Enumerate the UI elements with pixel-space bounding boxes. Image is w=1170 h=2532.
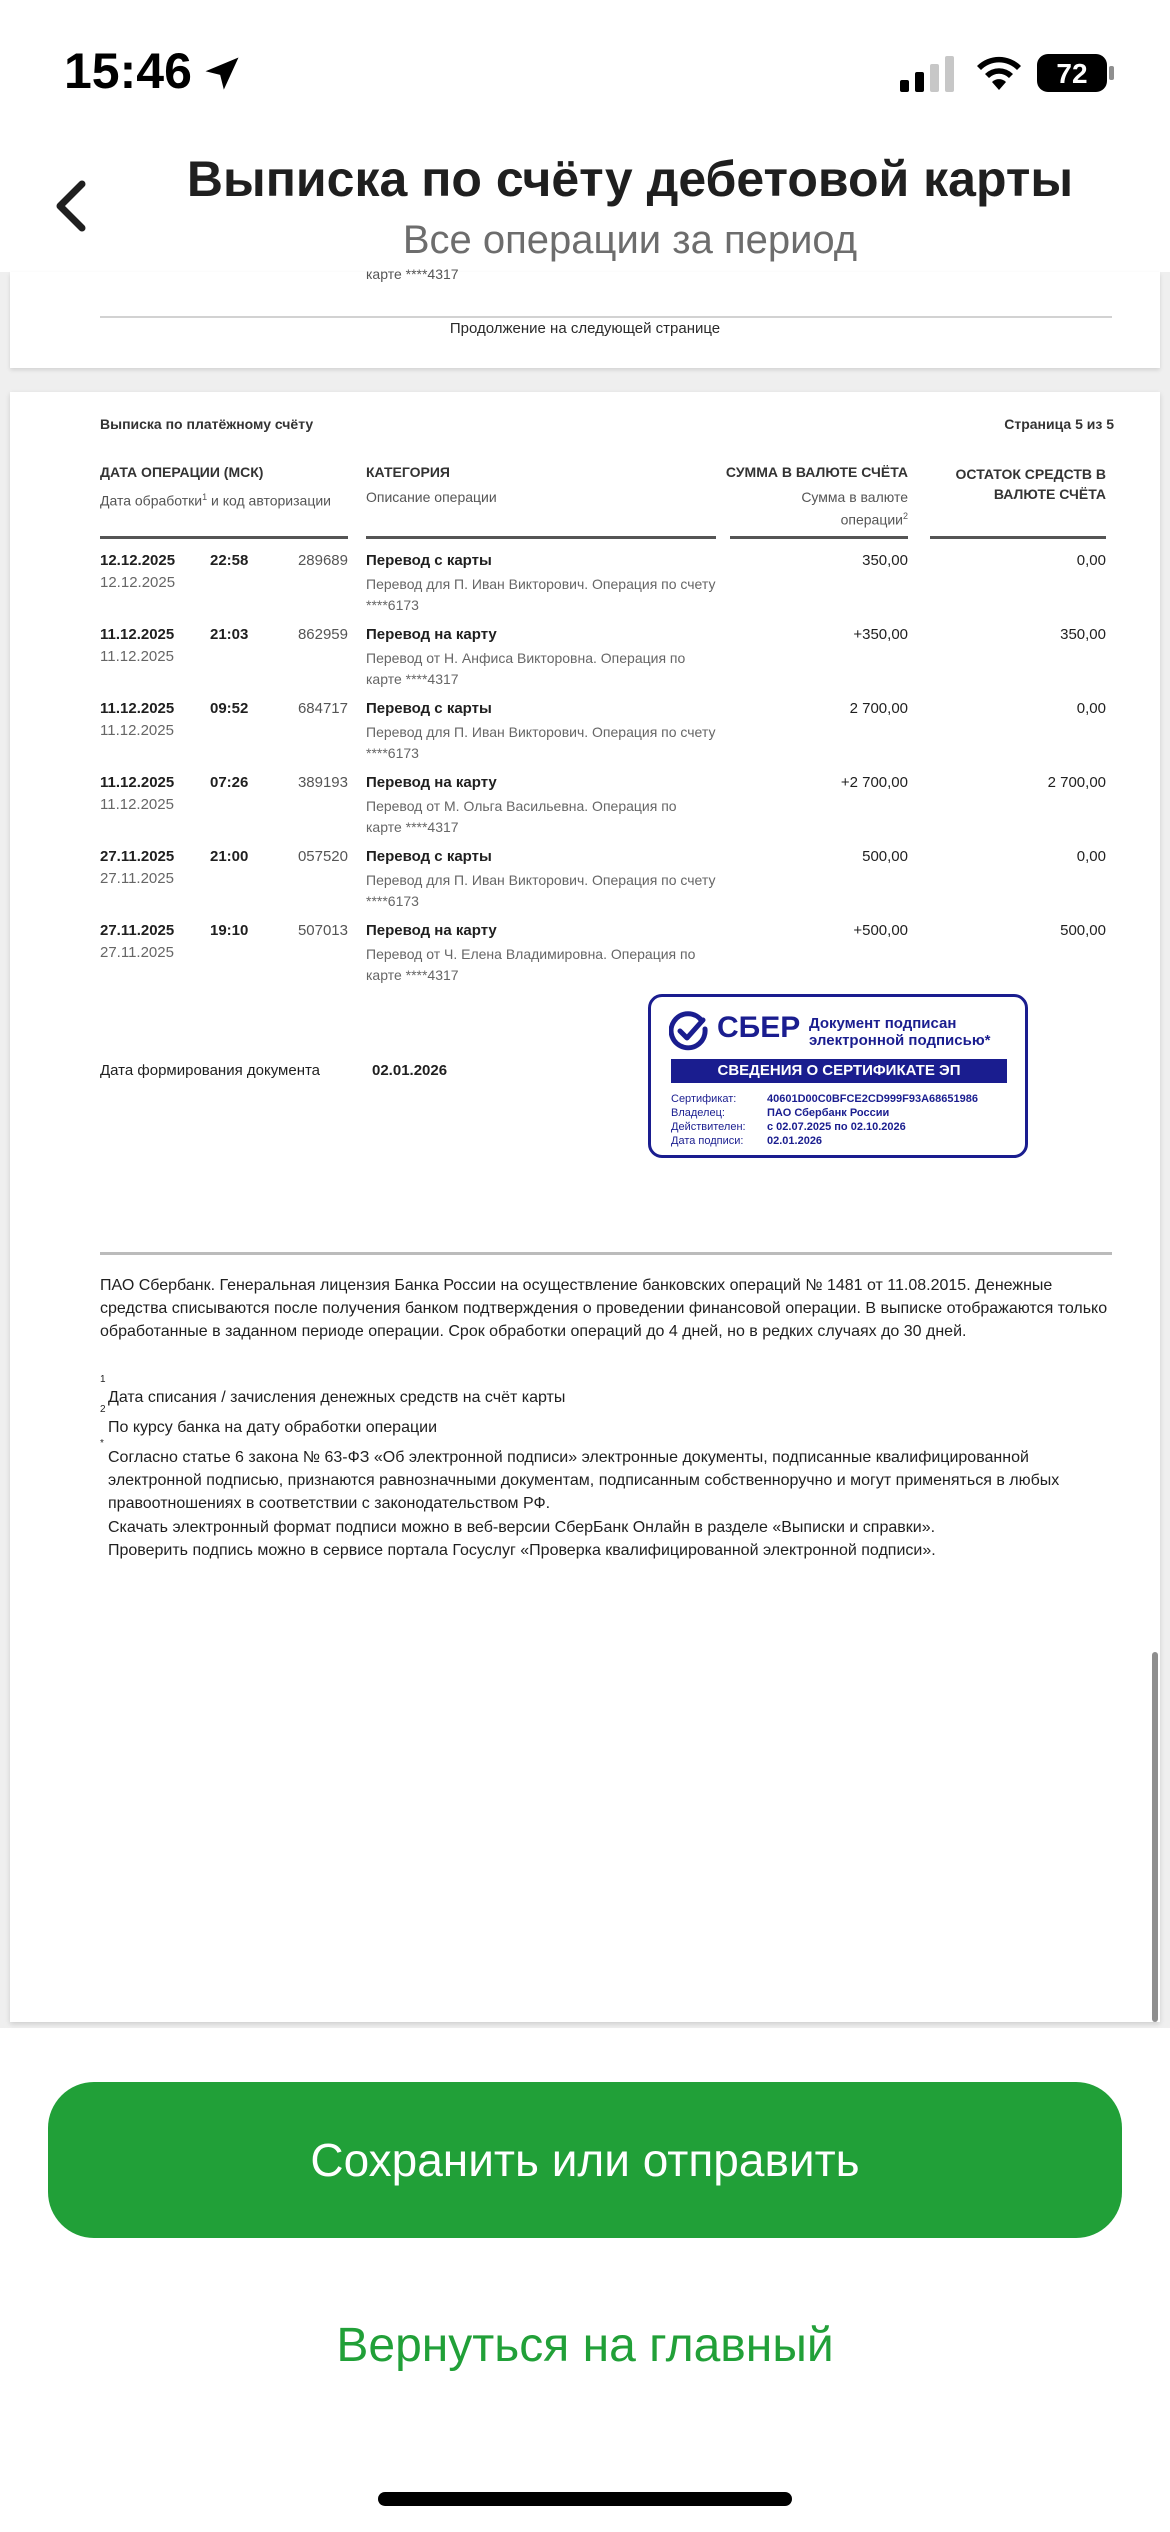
row-time: 21:00	[210, 848, 249, 865]
row-amount: 350,00	[862, 552, 908, 569]
stamp-sign-value: 02.01.2026	[767, 1135, 823, 1147]
stamp-brand: СБЕР	[717, 1011, 801, 1044]
col-category-header: КАТЕГОРИЯ	[366, 464, 450, 480]
previous-page-text: карте ****4317	[366, 266, 459, 282]
row-date: 27.11.2025	[100, 848, 175, 865]
row-description: Перевод от Н. Анфиса Викторовна. Операция по карте ****4317	[366, 650, 686, 687]
row-category: Перевод с карты	[366, 552, 492, 569]
row-category: Перевод с карты	[366, 700, 492, 717]
sber-logo-icon	[669, 1011, 709, 1051]
stamp-valid-value: с 02.07.2025 по 02.10.2026	[767, 1121, 906, 1133]
back-chevron-icon[interactable]	[40, 164, 110, 244]
previous-page-tail	[10, 266, 1160, 368]
cellular-signal-icon	[900, 56, 960, 92]
row-amount: +350,00	[853, 626, 908, 643]
col-balance-rule	[930, 536, 1106, 539]
back-to-home-link[interactable]: Вернуться на главный	[336, 2319, 834, 2372]
col-balance-header: ОСТАТОК СРЕДСТВ В ВАЛЮТЕ СЧЁТА	[955, 466, 1106, 502]
row-date: 12.12.2025	[100, 552, 176, 569]
continued-note: Продолжение на следующей странице	[449, 320, 721, 337]
row-time: 21:03	[210, 626, 249, 643]
footnote-2: По курсу банка на дату обработки операции	[108, 1419, 438, 1436]
col-category-sub: Описание операции	[366, 489, 497, 505]
stamp-signed-note: Документ подписан электронной подписью*	[809, 1015, 991, 1049]
stamp-sign-label: Дата подписи:	[671, 1135, 744, 1147]
page-number: Страница 5 из 5	[1004, 416, 1114, 432]
battery-level: 72	[1056, 58, 1088, 89]
generated-date: 02.01.2026	[372, 1062, 448, 1079]
page-subtitle: Все операции за период	[402, 218, 858, 262]
save-or-send-button[interactable]: Сохранить или отправить	[48, 2082, 1122, 2238]
row-auth-code: 389193	[297, 774, 348, 791]
col-date-sub: Дата обработки$^1$ и код авторизации	[100, 492, 331, 509]
row-description: Перевод для П. Иван Викторович. Операция по счету ****6173	[366, 872, 716, 909]
wifi-icon	[974, 52, 1024, 92]
statement-page	[10, 392, 1160, 2022]
row-amount: +2 700,00	[840, 774, 908, 791]
row-balance: 0,00	[1076, 700, 1106, 717]
generated-label: Дата формирования документа	[100, 1062, 321, 1079]
document-scrollbar[interactable]	[1152, 1652, 1158, 2022]
row-description: Перевод от Ч. Елена Владимировна. Операция по карте ****4317	[366, 946, 696, 983]
stamp-cert-bar: СВЕДЕНИЯ О СЕРТИФИКАТЕ ЭП	[671, 1059, 1007, 1083]
table-row	[10, 774, 1160, 848]
row-date: 11.12.2025	[100, 626, 175, 643]
divider	[100, 316, 1112, 318]
footnote-signature-law: Согласно статье 6 закона № 63-ФЗ «Об электронной подписи» электронные документы, подписанные квалифицированной электронной подписью, признаются равнозначными документам, подписанным собственноручно и могут применяться в любых правоотношениях в соответствии с законодательством РФ.	[108, 1449, 1060, 1512]
row-time: 19:10	[210, 922, 249, 939]
col-sum-sub: Сумма в валюте операции$^2$	[801, 489, 908, 528]
document-viewer[interactable]	[0, 266, 1170, 2028]
row-date: 11.12.2025	[100, 774, 175, 791]
col-sum-header: СУММА В ВАЛЮТЕ СЧЁТА	[725, 464, 908, 480]
row-balance: 0,00	[1076, 848, 1106, 865]
status-bar	[0, 0, 1170, 150]
row-process-date: 27.11.2025	[100, 870, 174, 887]
table-row	[10, 700, 1160, 774]
col-sum-rule	[730, 536, 908, 539]
stamp-owner-value: ПАО Сбербанк России	[767, 1107, 890, 1119]
table-row	[10, 552, 1160, 626]
row-auth-code: 289689	[297, 552, 348, 569]
row-description: Перевод для П. Иван Викторович. Операция по счету ****6173	[366, 724, 716, 761]
row-time: 09:52	[210, 700, 249, 717]
row-category: Перевод на карту	[366, 626, 497, 643]
col-category-rule	[366, 536, 716, 539]
row-balance: 0,00	[1076, 552, 1106, 569]
stamp-cert-label: Сертификат:	[671, 1093, 737, 1105]
stamp-valid-label: Действителен:	[671, 1121, 746, 1133]
row-process-date: 11.12.2025	[100, 796, 174, 813]
stamp-owner-label: Владелец:	[671, 1107, 725, 1119]
row-category: Перевод с карты	[366, 848, 492, 865]
footnote-marker-1: 1	[100, 1374, 106, 1385]
row-description: Перевод от М. Ольга Васильевна. Операция по карте ****4317	[366, 798, 677, 835]
footnote-verify: Проверить подпись можно в сервисе портала Госуслуг «Проверка квалифицированной электронной подписи».	[108, 1542, 936, 1559]
row-amount: 500,00	[862, 848, 908, 865]
table-row	[10, 626, 1160, 700]
row-date: 27.11.2025	[100, 922, 175, 939]
col-date-rule	[100, 536, 348, 539]
row-auth-code: 507013	[297, 922, 348, 939]
table-row	[10, 848, 1160, 922]
row-time: 07:26	[210, 774, 249, 791]
row-balance: 2 700,00	[1047, 774, 1106, 791]
table-row	[10, 922, 1160, 996]
status-time: 15:46	[64, 43, 192, 99]
footnote-1: Дата списания / зачисления денежных средств на счёт карты	[108, 1389, 566, 1406]
footer-license: ПАО Сбербанк. Генеральная лицензия Банка России на осуществление банковских операций № 1481 от 11.08.2015. Денежные средства списываются после получения банком подтверждения о проведении финансовой операции. В выписке отображаются только обработанные в заданном периоде операции. Срок обработки операций до 4 дней, но в редких случаях до 30 дней.	[100, 1277, 1108, 1340]
row-process-date: 27.11.2025	[100, 944, 174, 961]
page-heading: Выписка по платёжному счёту	[100, 416, 314, 432]
footnote-download: Скачать электронный формат подписи можно в веб-версии СберБанк Онлайн в разделе «Выписки и справки».	[108, 1519, 936, 1536]
e-signature-stamp	[648, 994, 1028, 1158]
row-time: 22:58	[210, 552, 249, 569]
footnote-marker-3: *	[100, 1438, 104, 1449]
row-amount: 2 700,00	[849, 700, 908, 717]
row-date: 11.12.2025	[100, 700, 175, 717]
footer-divider	[100, 1252, 1112, 1255]
footnote-marker-2: 2	[100, 1404, 106, 1415]
row-auth-code: 684717	[297, 700, 348, 717]
home-indicator[interactable]	[378, 2492, 792, 2506]
row-process-date: 12.12.2025	[100, 574, 176, 591]
col-date-header: ДАТА ОПЕРАЦИИ (МСК)	[100, 464, 264, 480]
stamp-cert-value: 40601D00C0BFCE2CD999F93A68651986	[767, 1093, 978, 1105]
row-balance: 350,00	[1060, 626, 1106, 643]
row-auth-code: 057520	[297, 848, 348, 865]
row-process-date: 11.12.2025	[100, 648, 174, 665]
row-auth-code: 862959	[297, 626, 348, 643]
row-amount: +500,00	[853, 922, 908, 939]
battery-icon	[1036, 52, 1116, 94]
location-arrow-icon	[200, 52, 244, 96]
row-category: Перевод на карту	[366, 774, 497, 791]
row-category: Перевод на карту	[366, 922, 497, 939]
page-title: Выписка по счёту дебетовой карты	[186, 151, 1074, 207]
row-balance: 500,00	[1060, 922, 1106, 939]
row-process-date: 11.12.2025	[100, 722, 174, 739]
row-description: Перевод для П. Иван Викторович. Операция по счету ****6173	[366, 576, 716, 613]
